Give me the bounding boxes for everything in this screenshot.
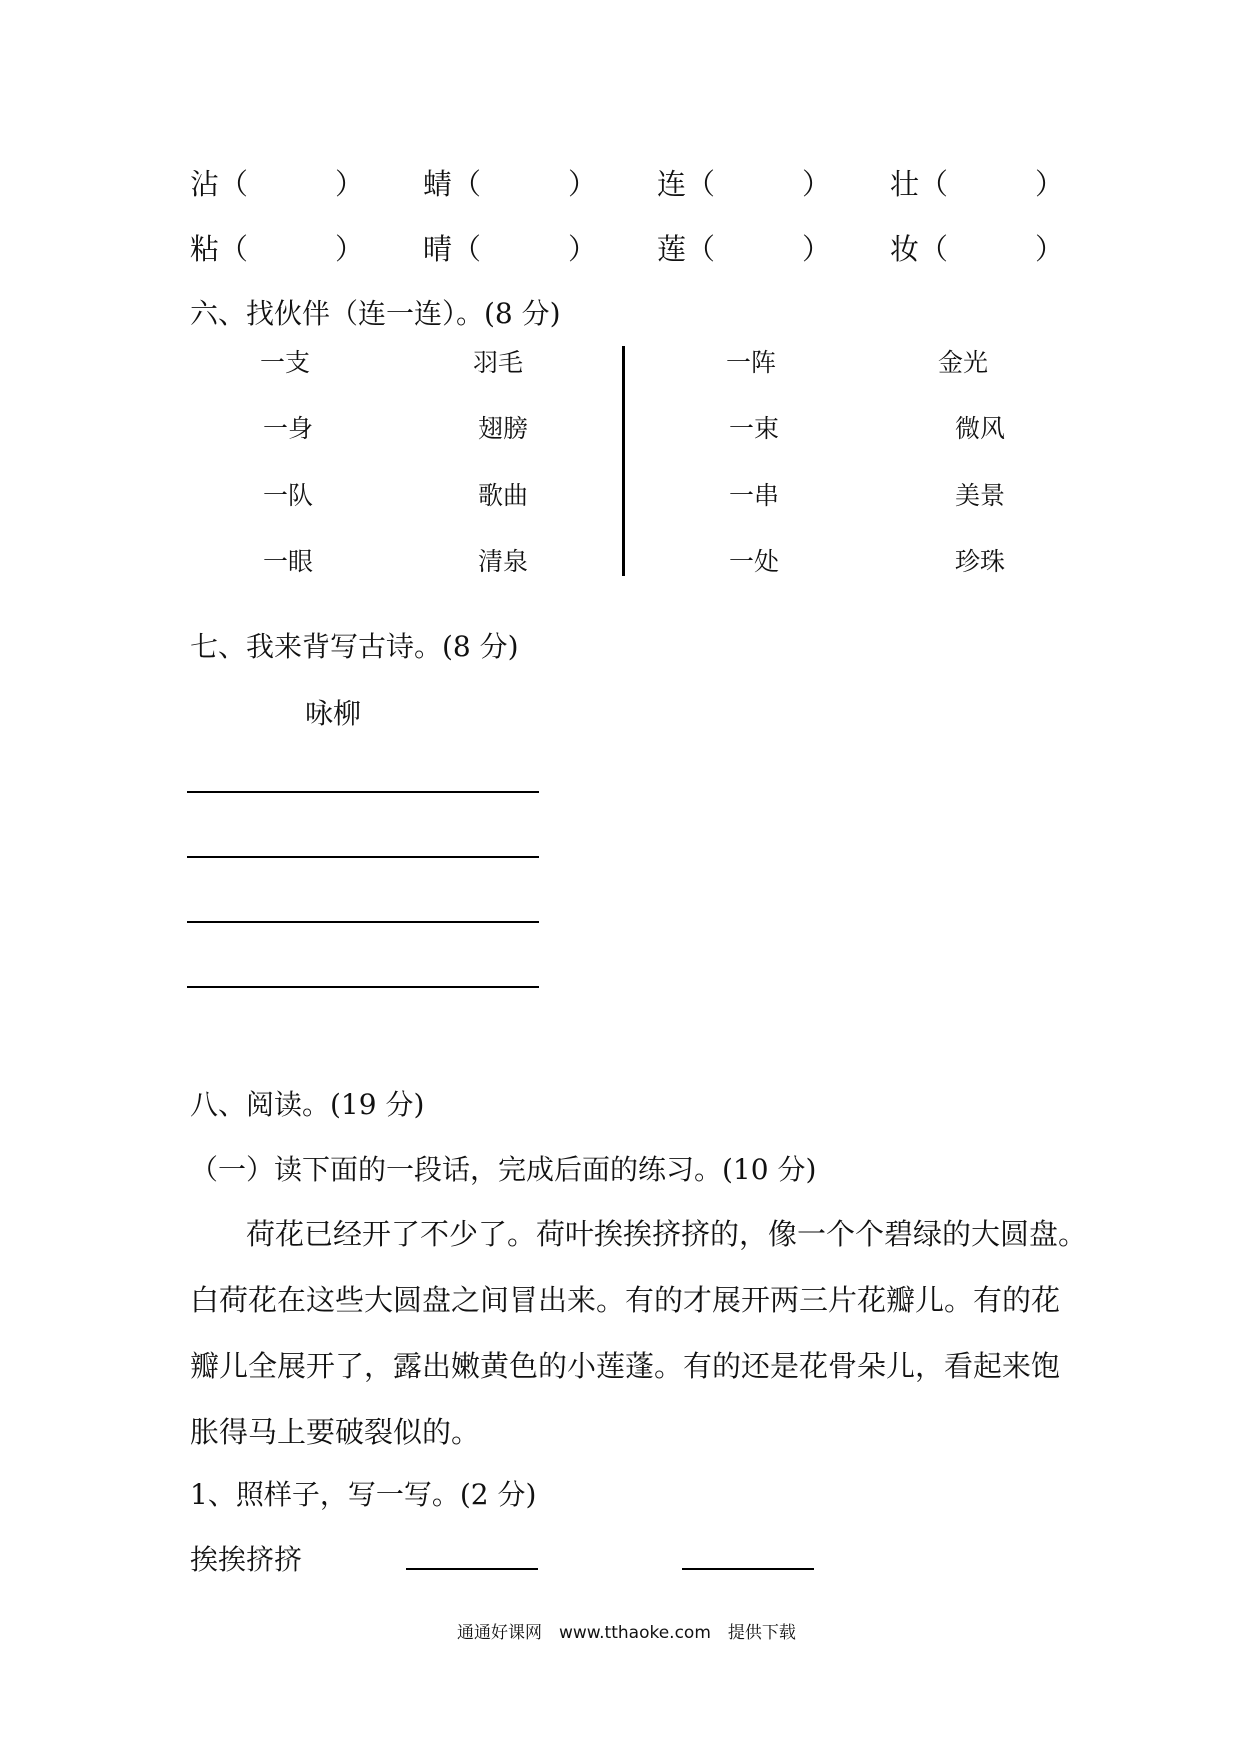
match-word: 一支: [260, 348, 311, 377]
match-word: 一身: [263, 414, 314, 443]
char-item: 蜻（ ）: [423, 167, 598, 201]
matching-divider: [622, 346, 625, 576]
poem-title: 咏柳: [305, 697, 362, 730]
match-word: 一阵: [726, 348, 777, 377]
match-word: 羽毛: [473, 348, 524, 377]
match-word: 美景: [955, 481, 1006, 510]
question-1: 1、照样子，写一写。(2 分): [190, 1478, 537, 1511]
char-item: 莲（ ）: [657, 232, 832, 266]
section-8-title: 八、阅读。(19 分): [190, 1088, 425, 1121]
passage-line: 白荷花在这些大圆盘之间冒出来。有的才展开两三片花瓣儿。有的花: [190, 1283, 1061, 1317]
reading-subsection-1: （一）读下面的一段话，完成后面的练习。(10 分): [190, 1153, 817, 1186]
passage-line: 荷花已经开了不少了。荷叶挨挨挤挤的，像一个个碧绿的大圆盘。: [246, 1217, 1088, 1251]
char-item: 连（ ）: [657, 167, 832, 201]
match-word: 翅膀: [478, 414, 529, 443]
char-item: 晴（ ）: [423, 232, 598, 266]
char-item: 妆（ ）: [890, 232, 1065, 266]
section-7-title: 七、我来背写古诗。(8 分): [190, 630, 519, 663]
answer-blank-1[interactable]: [406, 1568, 538, 1570]
page-footer: 通通好课网 www.tthaoke.com 提供下载: [457, 1623, 796, 1643]
passage-line: 胀得马上要破裂似的。: [190, 1415, 481, 1449]
section-6-title: 六、找伙伴（连一连）。(8 分): [190, 297, 561, 330]
match-word: 珍珠: [955, 547, 1006, 576]
char-item: 沾（ ）: [190, 167, 365, 201]
match-word: 一束: [729, 414, 780, 443]
poem-write-line-4[interactable]: [187, 986, 539, 988]
answer-blank-2[interactable]: [682, 1568, 814, 1570]
poem-write-line-3[interactable]: [187, 921, 539, 923]
match-word: 一队: [263, 481, 314, 510]
match-word: 一处: [729, 547, 780, 576]
passage-line: 瓣儿全展开了，露出嫩黄色的小莲蓬。有的还是花骨朵儿，看起来饱: [190, 1349, 1061, 1383]
example-word: 挨挨挤挤: [190, 1543, 303, 1576]
match-word: 一眼: [263, 547, 314, 576]
match-word: 清泉: [478, 547, 529, 576]
match-word: 金光: [938, 348, 989, 377]
poem-write-line-1[interactable]: [187, 791, 539, 793]
match-word: 歌曲: [478, 481, 529, 510]
poem-write-line-2[interactable]: [187, 856, 539, 858]
char-item: 壮（ ）: [890, 167, 1065, 201]
char-item: 粘（ ）: [190, 232, 365, 266]
match-word: 微风: [955, 414, 1006, 443]
match-word: 一串: [729, 481, 780, 510]
